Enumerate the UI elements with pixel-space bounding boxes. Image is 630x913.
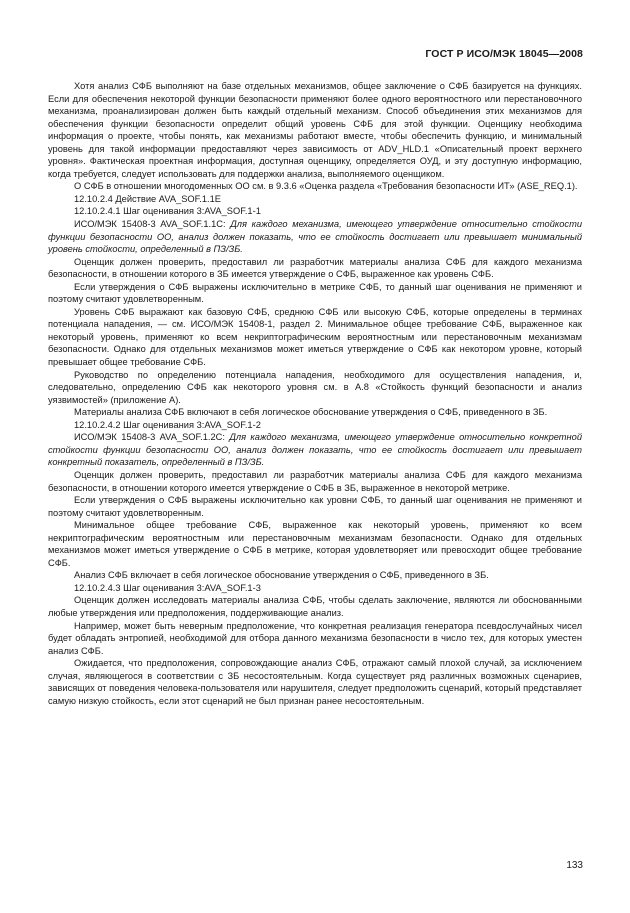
paragraph: Анализ СФБ включает в себя логическое обоснование утверждения о СФБ, приведенного в ЗБ. xyxy=(74,570,489,581)
paragraph: Минимальное общее требование СФБ, выраженное как некоторый уровень, применяют ко всем некриптографическим вероятностным или перестановочным механизмам безопасности. Однако для отдельных механизмов может иметься утверждение о СФБ в метрике, которая удовлетворяет или превосходит общее требование СФБ. xyxy=(48,520,582,568)
section-heading: 12.10.2.4.3 Шаг оценивания 3:AVA_SOF.1-3 xyxy=(74,582,261,593)
page-number: 133 xyxy=(566,860,583,871)
paragraph: Если утверждения о СФБ выражены исключительно как уровни СФБ, то данный шаг оценивания не применяют и поэтому считают удовлетворенным. xyxy=(48,495,582,518)
iso-reference-prefix: ИСО/МЭК 15408-3 AVA_SOF.1.1C: xyxy=(74,219,231,230)
paragraph: Оценщик должен проверить, предоставил ли разработчик материалы анализа СФБ для каждого механизма безопасности, в отношении которого имеется утверждение о СФБ в ЗБ, выраженное в некоторой метрике. xyxy=(48,469,582,493)
paragraph: Оценщик должен проверить, предоставил ли разработчик материалы анализа СФБ для каждого механизма безопасности, в отношении которого в ЗБ имеется утверждение о СФБ, выраженное как уровень СФБ. xyxy=(48,256,582,280)
paragraph: Руководство по определению потенциала нападения, необходимого для осуществления нападения, и, следовательно, определению СФБ как некоторого уровня см. в А.8 «Стойкость функций безопасности и анализ уязвимостей» (приложение А). xyxy=(48,369,582,405)
section-heading: 12.10.2.4.2 Шаг оценивания 3:AVA_SOF.1-2 xyxy=(74,419,261,430)
paragraph: Ожидается, что предположения, сопровождающие анализ СФБ, отражают самый плохой случай, за исключением случая, являющегося в соответствии с ЗБ несостоятельным. Когда существует ряд различных возможных сценариев, зависящих от поведения человека-пользователя или нарушителя, следует предположить сценарий, который представляет самую низкую стойкость, если этот сценарий не был признан ранее несостоятельным. xyxy=(48,658,582,706)
section-heading: 12.10.2.4.1 Шаг оценивания 3:AVA_SOF.1-1 xyxy=(74,206,261,217)
iso-reference-prefix: ИСО/МЭК 15408-3 AVA_SOF.1.2C: xyxy=(74,432,230,443)
paragraph: Например, может быть неверным предположение, что конкретная реализация генератора псевдослучайных чисел будет обладать энтропией, необходимой для отбора данного механизма безопасности в число тех, для которых уместен анализ СФБ. xyxy=(48,620,582,656)
document-body xyxy=(48,80,582,707)
section-heading: 12.10.2.4 Действие AVA_SOF.1.1E xyxy=(74,193,221,204)
paragraph: Если утверждения о СФБ выражены исключительно в метрике СФБ, то данный шаг оценивания не применяют и поэтому считают удовлетворенным. xyxy=(48,281,582,305)
paragraph: Уровень СФБ выражают как базовую СФБ, среднюю СФБ или высокую СФБ, которые определены в терминах потенциала нападения, — см. ИСО/МЭК 15408-1, раздел 2. Минимальное общее требование СФБ, выраженное как некоторый уровень, применяют ко всем некриптографическим вероятностным или перестановочным механизмам безопасности. Однако для отдельных механизмов может иметься утверждение о СФБ как некотором уровне, который превышает общее требование СФБ. xyxy=(48,306,582,368)
iso-reference xyxy=(48,431,582,469)
iso-reference-text: Для каждого механизма, имеющего утверждение относительно конкретной стойкости функции безопасности ОО, анализ должен показать, что ее стойкость достигает или превышает конкретный показатель, определенный в ПЗ/ЗБ. xyxy=(48,432,583,468)
paragraph: Хотя анализ СФБ выполняют на базе отдельных механизмов, общее заключение о СФБ базируется на функциях. Если для обеспечения некоторой функции безопасности применяют более одного вероятностного или перестановочного механизма, проанализирован должен быть каждый отдельный механизм. Способ объединения этих механизмов для обеспечения функции безопасности определит общий уровень СФБ для этой функции. Оценщику необходима информация о проекте, чтобы понять, как механизмы работают вместе, чтобы обеспечить функцию, и минимальный уровень для такой информации предоставляют через зависимость от ADV_HLD.1 «Описательный проект верхнего уровня». Фактическая проектная информация, доступная оценщику, определяется ОУД, и эту доступную информацию, когда требуется, следует использовать для поддержки анализа, выполняемого оценщиком. xyxy=(48,81,582,179)
page-header: ГОСТ Р ИСО/МЭК 18045—2008 xyxy=(425,48,583,60)
paragraph: Материалы анализа СФБ включают в себя логическое обоснование утверждения о СФБ, приведенного в ЗБ. xyxy=(74,407,548,418)
iso-reference xyxy=(48,218,582,256)
iso-reference-text: Для каждого механизма, имеющего утверждение относительно стойкости функции безопасности ОО, анализ должен показать, что ее стойкость достигает или превышает минимальный уровень стойкости, определенный в ПЗ/ЗБ. xyxy=(48,219,582,255)
paragraph: Оценщик должен исследовать материалы анализа СФБ, чтобы сделать заключение, являются ли обоснованными любые утверждения или предположения, поддерживающие анализ. xyxy=(48,595,582,618)
paragraph: О СФБ в отношении многодоменных ОО см. в 9.3.6 «Оценка раздела «Требования безопасности ИТ» (ASE_REQ.1). xyxy=(74,181,578,192)
